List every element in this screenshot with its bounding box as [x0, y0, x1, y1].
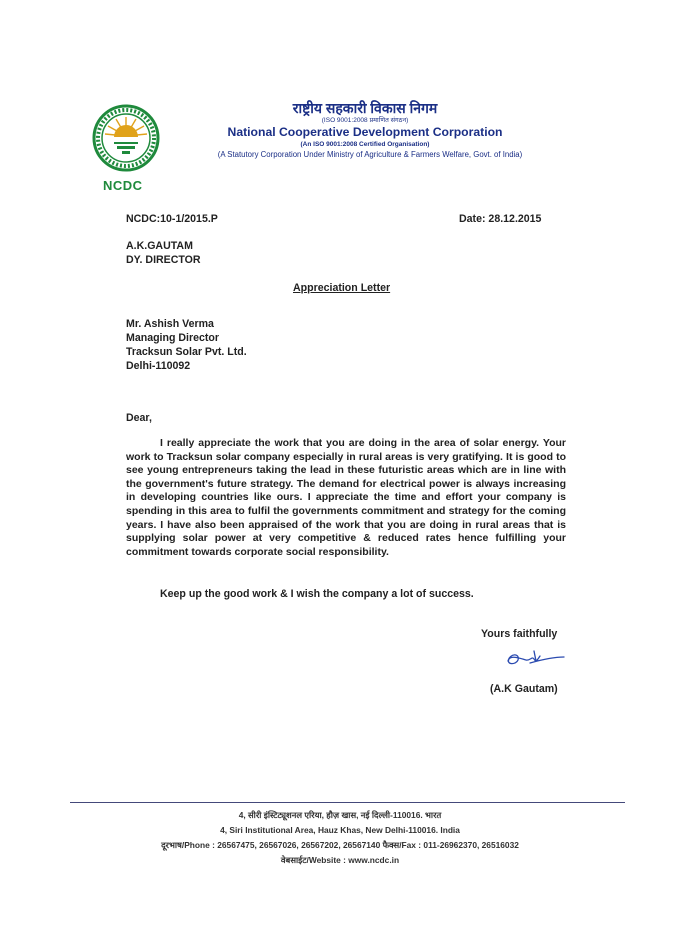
- recipient-line: Mr. Ashish Verma: [126, 318, 214, 330]
- letter-body: I really appreciate the work that you are doing in the area of solar energy. Your work to Tracksun solar company especially in rural areas is very gratifying. It is good to see young entrepreneurs taking the lead in these futuristic areas which are in line with the government's future strategy. The demand for electrical power is always increasing in developing countries like ours. I appreciate the time and effort your company is spending in this area to fulfil the governments commitment and strategy for the coming years. I have also been appraised of the work that you are doing in rural areas that is supplying solar power at very competitive & reduced rates hence fulfilling your commitment towards corporate social responsibility.: [126, 437, 566, 558]
- letter-subject: Appreciation Letter: [293, 282, 391, 294]
- letterhead: [185, 100, 545, 150]
- signatory-name: (A.K Gautam): [490, 683, 558, 695]
- sender-name: A.K.GAUTAM: [126, 240, 193, 252]
- footer-address-english: 4, Siri Institutional Area, Hauz Khas, New Delhi-110016. India: [220, 825, 460, 835]
- footer-divider: [70, 802, 625, 803]
- ncdc-logo: [92, 104, 160, 172]
- iso-english: (An ISO 9001:2008 Certified Organisation): [300, 141, 430, 148]
- recipient-line: Tracksun Solar Pvt. Ltd.: [126, 346, 247, 358]
- salutation: Dear,: [126, 412, 152, 424]
- valediction: Yours faithfully: [481, 628, 558, 640]
- footer-address-hindi: 4, सीरी इंस्टिट्यूशनल एरिया, हौज़ खास, नई दिल्ली-110016. भारत: [238, 810, 442, 820]
- letter-date: Date: 28.12.2015: [459, 213, 542, 225]
- logo-caption: NCDC: [103, 178, 143, 193]
- recipient-line: Delhi-110092: [126, 360, 191, 372]
- footer-phone-fax: दूरभाष/Phone : 26567475, 26567026, 26567202, 26567140 फैक्स/Fax : 011-26962370, 26516032: [161, 840, 519, 850]
- org-name-hindi: राष्ट्रीय सहकारी विकास निगम: [292, 100, 438, 116]
- closing-line: Keep up the good work & I wish the company a lot of success.: [160, 588, 474, 600]
- handwritten-signature: [500, 647, 566, 669]
- org-name-english: National Cooperative Development Corporation: [227, 125, 503, 139]
- sender-designation: DY. DIRECTOR: [126, 254, 201, 266]
- recipient-line: Managing Director: [126, 332, 220, 344]
- footer-website: वेबसाईट/Website : www.ncdc.in: [280, 855, 400, 865]
- iso-hindi: (ISO 9001:2008 प्रमाणित संगठन): [321, 117, 409, 124]
- statutory-line: (A Statutory Corporation Under Ministry of Agriculture & Farmers Welfare, Govt. of India): [217, 150, 523, 159]
- reference-number: NCDC:10-1/2015.P: [126, 213, 218, 225]
